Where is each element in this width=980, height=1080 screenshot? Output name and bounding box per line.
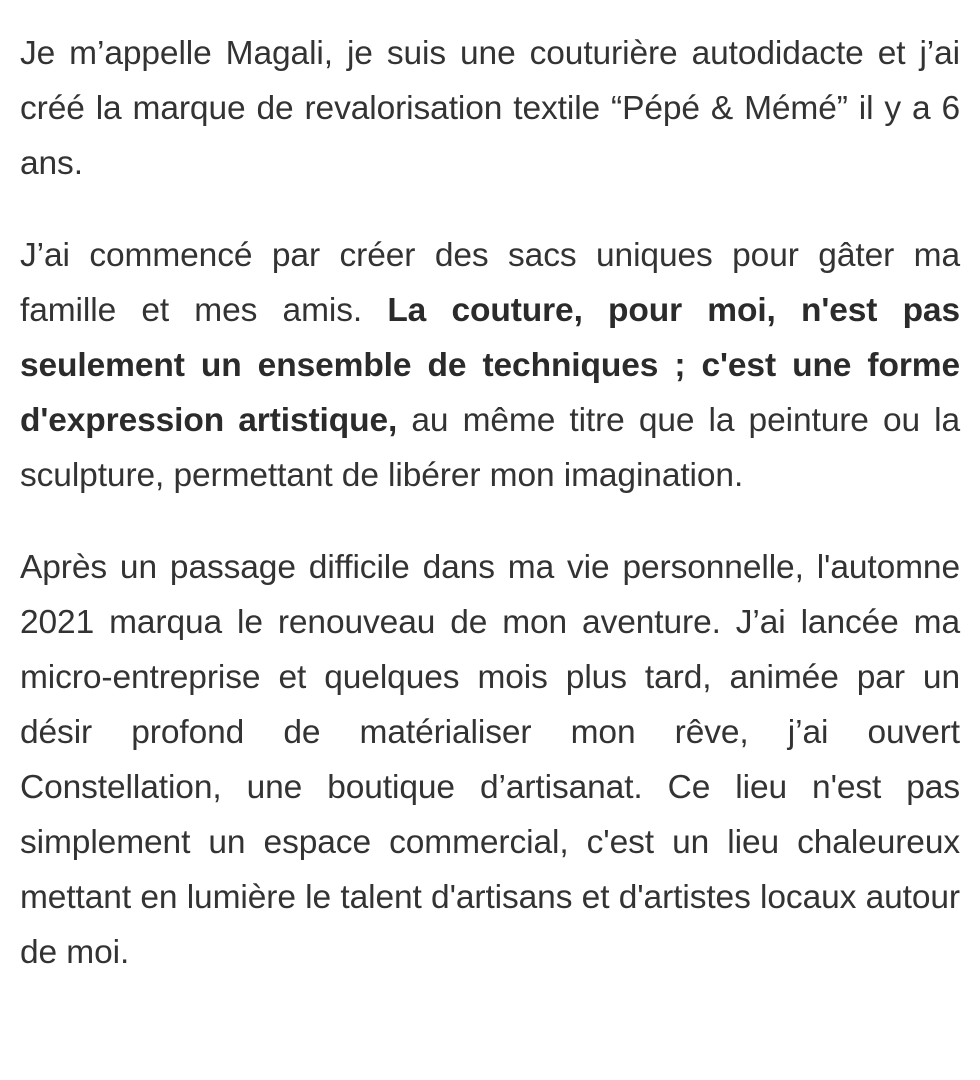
text-run-emphasis: La couture, pour moi, n'est pas seulement un ensemble de techniques ; c'est une forme d'expression artistique, bbox=[20, 292, 960, 439]
text-run-intro: Je m’appelle Magali, je suis une couturière autodidacte et j’ai créé la marque de revalorisation textile “Pépé & Mémé” il y a 6 ans. bbox=[20, 35, 960, 182]
text-run-lead-in: J’ai commencé par créer des sacs uniques pour gâter ma famille et mes amis. bbox=[20, 237, 960, 329]
paragraph-1 bbox=[20, 26, 960, 191]
paragraph-3 bbox=[20, 540, 960, 980]
paragraph-2 bbox=[20, 228, 960, 503]
text-run-story: Après un passage difficile dans ma vie personnelle, l'automne 2021 marqua le renouveau de mon aventure. J’ai lancée ma micro-entreprise et quelques mois plus tard, animée par un désir profond de matérialiser mon rêve, j’ai ouvert Constellation, une boutique d’artisanat. Ce lieu n'est pas simplement un espace commercial, c'est un lieu chaleureux mettant en lumière le talent d'artisans et d'artistes locaux autour de moi. bbox=[20, 549, 960, 971]
text-run-tail: au même titre que la peinture ou la sculpture, permettant de libérer mon imagination. bbox=[20, 402, 961, 494]
